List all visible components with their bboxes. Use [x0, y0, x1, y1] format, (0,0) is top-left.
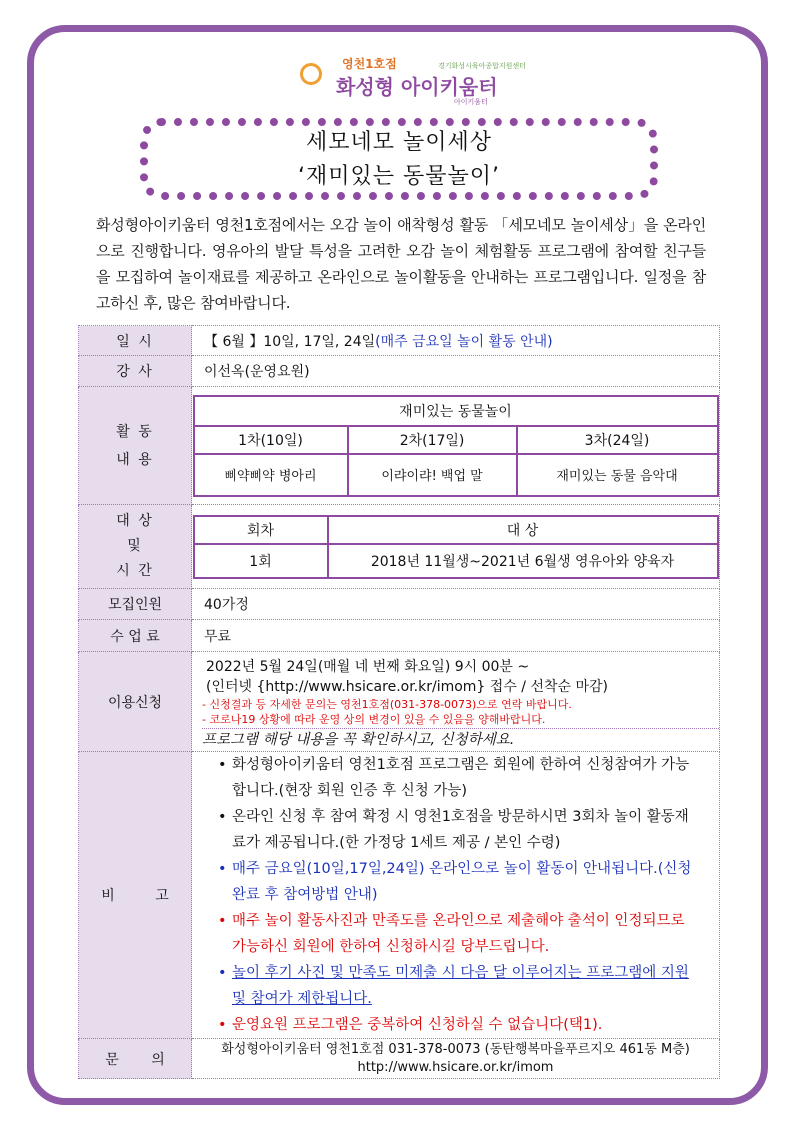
date-note: (매주 금요일 놀이 활동 안내) [375, 333, 553, 350]
remarks-list [192, 752, 701, 1038]
fee-value: 무료 [192, 620, 720, 652]
target-round: 1회 [194, 544, 328, 578]
target-label-2: 및 [127, 538, 143, 554]
logo-tag: 아이키움터 [454, 98, 488, 106]
apply-warning-1: - 신청결과 등 자세한 문의는 영천1호점(031-378-0073)으로 연락 바랍니다. [202, 697, 572, 711]
remark-item: • 온라인 신청 후 참여 확정 시 영천1호점을 방문하시면 3회차 놀이 활동재료가 제공됩니다.(한 가정당 1세트 제공 / 본인 수령) [218, 804, 701, 856]
target-cell [192, 505, 720, 589]
title-line-2: ‘재미있는 동물놀이’ [298, 164, 500, 189]
target-table [193, 515, 719, 579]
activity-cell [192, 387, 720, 505]
row-target [79, 505, 720, 589]
contact-label: 문 의 [79, 1039, 192, 1079]
activity-table [193, 395, 719, 497]
target-label-1: 대 상 [116, 513, 154, 529]
capacity-value: 40가정 [192, 589, 720, 620]
session-round: 3차(24일) [517, 426, 718, 454]
row-apply [79, 652, 720, 752]
date-label: 일 시 [79, 326, 192, 356]
logo-org: 경기화성시육아종합지원센터 [438, 62, 526, 70]
remark-item: • 매주 금요일(10일,17일,24일) 온라인으로 놀이 활동이 안내됩니다.(신청완료 후 참여방법 안내) [218, 856, 701, 908]
date-value [192, 326, 720, 356]
sun-icon [300, 63, 322, 85]
session-round: 2차(17일) [348, 426, 517, 454]
target-label-3: 시 간 [116, 563, 154, 579]
teacher-value: 이선옥(운영요원) [192, 356, 720, 387]
teacher-label: 강 사 [79, 356, 192, 387]
row-date [79, 326, 720, 356]
fee-label: 수 업 료 [79, 620, 192, 652]
apply-warning-2: - 코로나19 상황에 따라 운영 상의 변경이 있을 수 있음을 양해바랍니다. [202, 712, 546, 726]
remark-item: • 운영요원 프로그램은 중복하여 신청하실 수 없습니다(택1). [218, 1012, 701, 1038]
apply-line-1: 2022년 5월 24일(매월 네 번째 화요일) 9시 00분 ~ [206, 658, 530, 675]
remark-item: • 매주 놀이 활동사진과 만족도를 온라인으로 제출해야 출석이 인정되므로 가능하신 회원에 한하여 신청하시길 당부드립니다. [218, 908, 701, 960]
remark-item: • 놀이 후기 사진 및 만족도 미제출 시 다음 달 이루어지는 프로그램에 지원 및 참여가 제한됩니다. [218, 960, 701, 1012]
capacity-label: 모집인원 [79, 589, 192, 620]
title-box [140, 118, 658, 200]
target-desc: 2018년 11월생~2021년 6월생 영유아와 양육자 [328, 544, 718, 578]
logo-branch: 영천1호점 [342, 57, 397, 71]
target-label [79, 505, 192, 589]
date-text: 【 6월 】10일, 17일, 24일 [204, 333, 376, 350]
info-table [78, 325, 720, 1079]
row-activity [79, 387, 720, 505]
session-content: 이랴이랴! 백업 말 [348, 454, 517, 496]
target-col-round: 회차 [194, 516, 328, 544]
remark-item: • 화성형아이키움터 영천1호점 프로그램은 회원에 한하여 신청참여가 가능합니다.(현장 회원 인증 후 신청 가능) [218, 752, 701, 804]
apply-cell [192, 652, 720, 752]
activity-label-2: 내 용 [116, 451, 154, 468]
intro-text: 화성형아이키움터 영천1호점에서는 오감 놀이 애착형성 활동 「세모네모 놀이세상」을 온라인으로 진행합니다. 영유아의 발달 특성을 고려한 오감 놀이 체험활동 프로그램에 참여할 친구들을 모집하여 놀이재료를 제공하고 온라인으로 놀이활동을 안내하는 프로그램입니다. 일정을 참고하신 후, 많은 참여바랍니다. [96, 216, 706, 312]
row-teacher [79, 356, 720, 387]
row-remarks [79, 752, 720, 1039]
target-col-desc: 대 상 [328, 516, 718, 544]
session-content: 삐약삐약 병아리 [194, 454, 348, 496]
session-round: 1차(10일) [194, 426, 348, 454]
remarks-label: 비 고 [79, 752, 192, 1039]
activity-label-1: 활 동 [116, 423, 154, 440]
logo [300, 55, 526, 106]
logo-name: 화성형 아이키움터 [336, 75, 498, 99]
row-capacity [79, 589, 720, 620]
title-line-1: 세모네모 놀이세상 [305, 130, 492, 155]
activity-label [79, 387, 192, 505]
contact-line-1: 화성형아이키움터 영천1호점 031-378-0073 (동탄행복마을푸르지오 461동 M층) [221, 1041, 690, 1057]
apply-line-2: (인터넷 {http://www.hsicare.or.kr/imom} 접수 / 선착순 마감) [206, 678, 608, 695]
contact-url[interactable]: http://www.hsicare.or.kr/imom [357, 1059, 554, 1075]
remarks-cell [192, 752, 720, 1039]
session-content: 재미있는 동물 음악대 [517, 454, 718, 496]
apply-label: 이용신청 [79, 652, 192, 752]
row-contact [79, 1039, 720, 1079]
apply-italic-note: 프로그램 해당 내용을 꼭 확인하시고, 신청하세요. [202, 728, 719, 751]
row-fee [79, 620, 720, 652]
activity-header: 재미있는 동물놀이 [194, 396, 718, 426]
contact-cell [192, 1039, 720, 1079]
